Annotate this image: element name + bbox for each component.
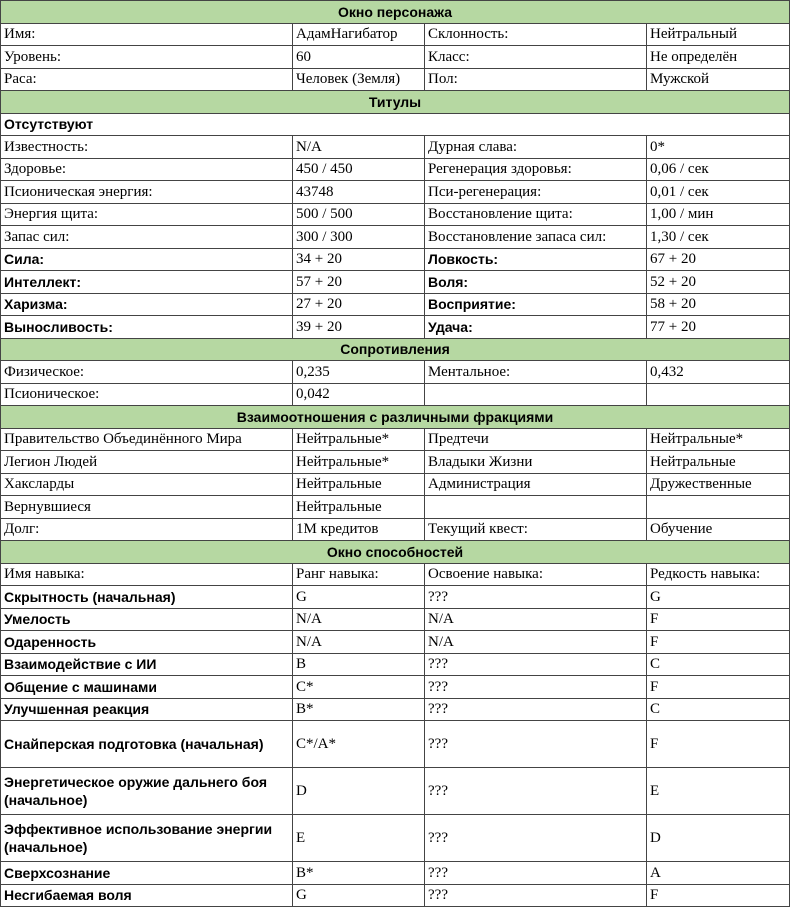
titles-section-title: Титулы (1, 91, 790, 114)
skill-mastery: ??? (425, 815, 647, 862)
health-label: Здоровье: (1, 158, 293, 181)
table-row (1, 68, 790, 91)
faction-name: Легион Людей (1, 451, 293, 474)
table-row (1, 383, 790, 406)
psi-regen-label: Пси-регенерация: (425, 181, 647, 204)
skill-mastery: N/A (425, 608, 647, 631)
skill-name: Улучшенная реакция (1, 698, 293, 721)
skill-rank: B* (293, 698, 425, 721)
skill-name-header: Имя навыка: (1, 563, 293, 586)
skill-mastery: ??? (425, 768, 647, 815)
faction-name: Правительство Объединённого Мира (1, 428, 293, 451)
section-header-row (1, 406, 790, 429)
skill-name: Взаимодействие с ИИ (1, 653, 293, 676)
skill-rarity: G (647, 586, 790, 609)
titles-none: Отсутствуют (1, 113, 790, 136)
empty-cell (647, 496, 790, 519)
faction-name: Вернувшиеся (1, 496, 293, 519)
skill-rank-header: Ранг навыка: (293, 563, 425, 586)
table-row (1, 158, 790, 181)
debt-label: Долг: (1, 518, 293, 541)
table-row (1, 586, 790, 609)
intellect-value: 57 + 20 (293, 271, 425, 294)
skill-rarity: F (647, 631, 790, 654)
level-value: 60 (293, 46, 425, 69)
table-row (1, 46, 790, 69)
table-row (1, 293, 790, 316)
skill-name: Общение с машинами (1, 676, 293, 699)
faction-standing: Нейтральные* (647, 428, 790, 451)
physical-resistance-label: Физическое: (1, 361, 293, 384)
strength-value: 34 + 20 (293, 248, 425, 271)
table-row (1, 698, 790, 721)
skill-name: Умелость (1, 608, 293, 631)
character-window-title: Окно персонажа (1, 1, 790, 24)
faction-standing: Нейтральные (293, 473, 425, 496)
faction-standing: Нейтральные (647, 451, 790, 474)
section-header-row (1, 91, 790, 114)
charisma-value: 27 + 20 (293, 293, 425, 316)
physical-resistance-value: 0,235 (293, 361, 425, 384)
skill-mastery: ??? (425, 721, 647, 768)
strength-label: Сила: (1, 248, 293, 271)
skill-rank: D (293, 768, 425, 815)
table-row (1, 653, 790, 676)
skill-rank: C* (293, 676, 425, 699)
race-value: Человек (Земля) (293, 68, 425, 91)
table-row (1, 608, 790, 631)
skill-rarity: A (647, 862, 790, 885)
health-regen-label: Регенерация здоровья: (425, 158, 647, 181)
shield-energy-label: Энергия щита: (1, 203, 293, 226)
agility-label: Ловкость: (425, 248, 647, 271)
debt-value: 1M кредитов (293, 518, 425, 541)
skill-rarity-header: Редкость навыка: (647, 563, 790, 586)
endurance-value: 39 + 20 (293, 316, 425, 339)
table-row (1, 862, 790, 885)
skill-rank: N/A (293, 631, 425, 654)
stamina-regen-value: 1,30 / сек (647, 226, 790, 249)
stamina-label: Запас сил: (1, 226, 293, 249)
resistances-section-title: Сопротивления (1, 338, 790, 361)
skill-rank: G (293, 586, 425, 609)
gender-label: Пол: (425, 68, 647, 91)
skill-rarity: F (647, 676, 790, 699)
skill-mastery: ??? (425, 676, 647, 699)
skill-rarity: D (647, 815, 790, 862)
psionic-resistance-label: Псионическое: (1, 383, 293, 406)
psionic-resistance-value: 0,042 (293, 383, 425, 406)
skill-mastery: N/A (425, 631, 647, 654)
skill-mastery: ??? (425, 884, 647, 907)
will-label: Воля: (425, 271, 647, 294)
table-row (1, 428, 790, 451)
current-quest-value: Обучение (647, 518, 790, 541)
faction-name: Администрация (425, 473, 647, 496)
shield-regen-label: Восстановление щита: (425, 203, 647, 226)
skill-mastery: ??? (425, 653, 647, 676)
skill-rarity: C (647, 698, 790, 721)
table-row (1, 271, 790, 294)
skill-name: Эффективное использование энергии (начальное) (1, 815, 293, 862)
infamy-label: Дурная слава: (425, 136, 647, 159)
table-row (1, 361, 790, 384)
skill-rarity: E (647, 768, 790, 815)
stamina-value: 300 / 300 (293, 226, 425, 249)
faction-name: Владыки Жизни (425, 451, 647, 474)
skills-section-title: Окно способностей (1, 541, 790, 564)
faction-standing: Нейтральные* (293, 428, 425, 451)
agility-value: 67 + 20 (647, 248, 790, 271)
name-value: АдамНагибатор (293, 23, 425, 46)
skill-name: Снайперская подготовка (начальная) (1, 721, 293, 768)
skill-rarity: F (647, 608, 790, 631)
faction-standing: Нейтральные* (293, 451, 425, 474)
psionic-energy-label: Псионическая энергия: (1, 181, 293, 204)
skill-mastery: ??? (425, 586, 647, 609)
faction-standing: Нейтральные (293, 496, 425, 519)
perception-value: 58 + 20 (647, 293, 790, 316)
table-row (1, 721, 790, 768)
mental-resistance-value: 0,432 (647, 361, 790, 384)
table-row (1, 676, 790, 699)
psionic-energy-value: 43748 (293, 181, 425, 204)
table-row (1, 181, 790, 204)
factions-section-title: Взаимоотношения с различными фракциями (1, 406, 790, 429)
level-label: Уровень: (1, 46, 293, 69)
empty-cell (425, 496, 647, 519)
table-row (1, 473, 790, 496)
skills-header-row (1, 563, 790, 586)
skill-name: Скрытность (начальная) (1, 586, 293, 609)
stamina-regen-label: Восстановление запаса сил: (425, 226, 647, 249)
table-row (1, 884, 790, 907)
empty-cell (425, 383, 647, 406)
skill-mastery: ??? (425, 698, 647, 721)
intellect-label: Интеллект: (1, 271, 293, 294)
skill-rank: G (293, 884, 425, 907)
table-row (1, 136, 790, 159)
skill-mastery-header: Освоение навыка: (425, 563, 647, 586)
faction-standing: Дружественные (647, 473, 790, 496)
health-value: 450 / 450 (293, 158, 425, 181)
skill-rank: B* (293, 862, 425, 885)
luck-label: Удача: (425, 316, 647, 339)
table-row (1, 815, 790, 862)
table-row (1, 248, 790, 271)
section-header-row (1, 541, 790, 564)
skill-rarity: F (647, 721, 790, 768)
skill-name: Несгибаемая воля (1, 884, 293, 907)
faction-name: Предтечи (425, 428, 647, 451)
table-row (1, 226, 790, 249)
skill-name: Сверхсознание (1, 862, 293, 885)
table-row (1, 451, 790, 474)
table-row (1, 768, 790, 815)
gender-value: Мужской (647, 68, 790, 91)
faction-name: Хаксларды (1, 473, 293, 496)
skill-name: Одаренность (1, 631, 293, 654)
empty-cell (647, 383, 790, 406)
skill-rarity: F (647, 884, 790, 907)
endurance-label: Выносливость: (1, 316, 293, 339)
table-row (1, 518, 790, 541)
table-row (1, 496, 790, 519)
skill-rarity: C (647, 653, 790, 676)
psi-regen-value: 0,01 / сек (647, 181, 790, 204)
table-row (1, 631, 790, 654)
alignment-label: Склонность: (425, 23, 647, 46)
skill-rank: C*/A* (293, 721, 425, 768)
race-label: Раса: (1, 68, 293, 91)
alignment-value: Нейтральный (647, 23, 790, 46)
table-row (1, 23, 790, 46)
fame-value: N/A (293, 136, 425, 159)
skill-rank: N/A (293, 608, 425, 631)
perception-label: Восприятие: (425, 293, 647, 316)
infamy-value: 0* (647, 136, 790, 159)
luck-value: 77 + 20 (647, 316, 790, 339)
health-regen-value: 0,06 / сек (647, 158, 790, 181)
section-header-row (1, 1, 790, 24)
skill-mastery: ??? (425, 862, 647, 885)
will-value: 52 + 20 (647, 271, 790, 294)
charisma-label: Харизма: (1, 293, 293, 316)
section-header-row (1, 338, 790, 361)
skill-name: Энергетическое оружие дальнего боя (начальное) (1, 768, 293, 815)
table-row (1, 203, 790, 226)
mental-resistance-label: Ментальное: (425, 361, 647, 384)
table-row (1, 316, 790, 339)
class-value: Не определён (647, 46, 790, 69)
skill-rank: B (293, 653, 425, 676)
skill-rank: E (293, 815, 425, 862)
fame-label: Известность: (1, 136, 293, 159)
current-quest-label: Текущий квест: (425, 518, 647, 541)
shield-regen-value: 1,00 / мин (647, 203, 790, 226)
shield-energy-value: 500 / 500 (293, 203, 425, 226)
class-label: Класс: (425, 46, 647, 69)
name-label: Имя: (1, 23, 293, 46)
table-row (1, 113, 790, 136)
